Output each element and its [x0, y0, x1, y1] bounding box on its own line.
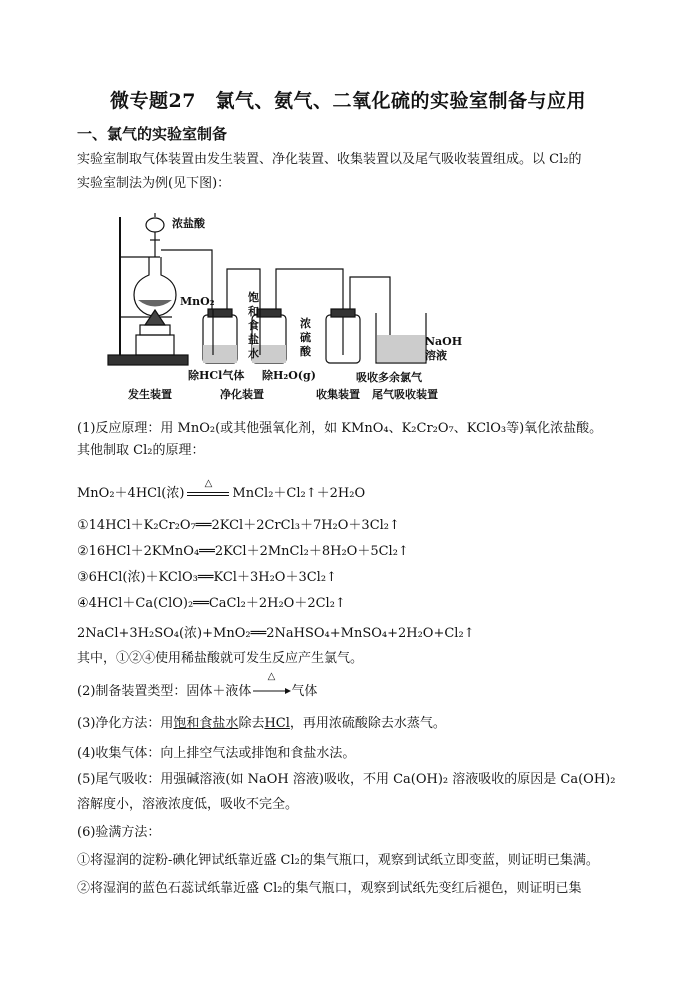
p2-left: (2)制备装置类型：固体＋液体: [77, 684, 252, 699]
p2-line: [77, 671, 318, 699]
heat-condition: △: [204, 477, 213, 489]
p3-line: [77, 715, 625, 733]
p3-underline-1: 饱和食盐水: [173, 716, 239, 731]
equation-1: ①14HCl＋K₂Cr₂O₇══2KCl＋2CrCl₃＋7H₂O＋3Cl₂↑: [77, 518, 400, 533]
heat-arrow: [251, 671, 291, 699]
label-sat-salt-1: 和: [248, 305, 259, 318]
p6-line-2: ②将湿润的蓝色石蕊试纸靠近盛 Cl₂的集气瓶口，观察到试纸先变红后褪色，则证明已集: [77, 881, 582, 896]
label-naoh: NaOH: [425, 335, 463, 348]
label-sat-salt-2: 食: [248, 319, 259, 332]
equation-3: ③6HCl(浓)＋KClO₃══KCl＋3H₂O＋3Cl₂↑: [77, 570, 337, 585]
apparatus-diagram: [100, 205, 625, 405]
section-heading: 一、氯气的实验室制备: [77, 125, 228, 143]
label-conc-h2so4-2: 酸: [300, 345, 311, 358]
p4-line: (4)收集气体：向上排空气法或排饱和食盐水法。: [77, 746, 356, 761]
label-sat-salt-0: 饱: [248, 291, 259, 304]
label-conc-h2so4-0: 浓: [300, 317, 311, 330]
p5-line-1: (5)尾气吸收：用强碱溶液(如 NaOH 溶液)吸收，不用 Ca(OH)₂ 溶液吸收的原因是 Ca(OH)₂: [77, 772, 616, 787]
equations-note: 其中，①②④使用稀盐酸就可发生反应产生氯气。: [77, 651, 364, 666]
main-eq-right: MnCl₂＋Cl₂↑＋2H₂O: [232, 486, 366, 501]
label-conc-h2so4-1: 硫: [300, 331, 311, 344]
heat-equals-sign: [184, 477, 232, 496]
main-eq-left: MnO₂＋4HCl(浓): [77, 486, 185, 501]
p1-line-2: 其他制取 Cl₂的原理：: [77, 443, 205, 458]
p3-post: ，再用浓硫酸除去水蒸气。: [289, 716, 446, 731]
caption-absorb: 吸收多余氯气: [356, 371, 422, 384]
p1-line-1: (1)反应原理：用 MnO₂(或其他强氧化剂，如 KMnO₄、K₂Cr₂O₇、KClO₃等)氧化浓盐酸。: [77, 421, 603, 436]
p5-line-2: 溶解度小，溶液浓度低，吸收不完全。: [77, 797, 299, 812]
p6-heading: (6)验满方法：: [77, 825, 161, 840]
caption-purify: 净化装置: [220, 388, 264, 401]
caption-collect: 收集装置: [316, 388, 360, 401]
intro-line-1: 实验室制取气体装置由发生装置、净化装置、收集装置以及尾气吸收装置组成。以 Cl₂的: [77, 152, 582, 167]
p2-right: 气体: [291, 684, 318, 699]
label-mno2: MnO₂: [180, 295, 215, 308]
arrow-right-icon: [251, 687, 291, 695]
label-conc-hcl: 浓盐酸: [172, 217, 205, 230]
p3-underline-2: HCl: [264, 716, 290, 731]
caption-tail: 尾气吸收装置: [372, 388, 438, 401]
caption-remove-h2o: 除H₂O(g): [262, 369, 316, 382]
main-equation: [77, 477, 366, 501]
page-title: 微专题27 氯气、氨气、二氧化硫的实验室制备与应用: [110, 90, 586, 112]
equation-2: ②16HCl＋2KMnO₄══2KCl＋2MnCl₂＋8H₂O＋5Cl₂↑: [77, 544, 409, 559]
p3-pre: (3)净化方法：用: [77, 716, 174, 731]
p2-condition: △: [267, 671, 276, 682]
caption-generator: 发生装置: [128, 388, 172, 401]
intro-line-2: 实验室制法为例(见下图)：: [77, 176, 231, 191]
label-solution: 溶液: [425, 349, 447, 362]
caption-remove-hcl: 除HCl气体: [188, 369, 245, 382]
label-sat-salt-3: 盐: [248, 333, 259, 346]
equation-4: ④4HCl＋Ca(ClO)₂══CaCl₂＋2H₂O＋2Cl₂↑: [77, 596, 346, 611]
p6-line-1: ①将湿润的淀粉-碘化钾试纸靠近盛 Cl₂的集气瓶口，观察到试纸立即变蓝，则证明已集满。: [77, 853, 599, 868]
p3-mid: 除去: [238, 716, 265, 731]
label-sat-salt-4: 水: [248, 347, 259, 360]
equation-5: 2NaCl+3H₂SO₄(浓)+MnO₂══2NaHSO₄+MnSO₄+2H₂O+Cl₂↑: [77, 626, 475, 641]
